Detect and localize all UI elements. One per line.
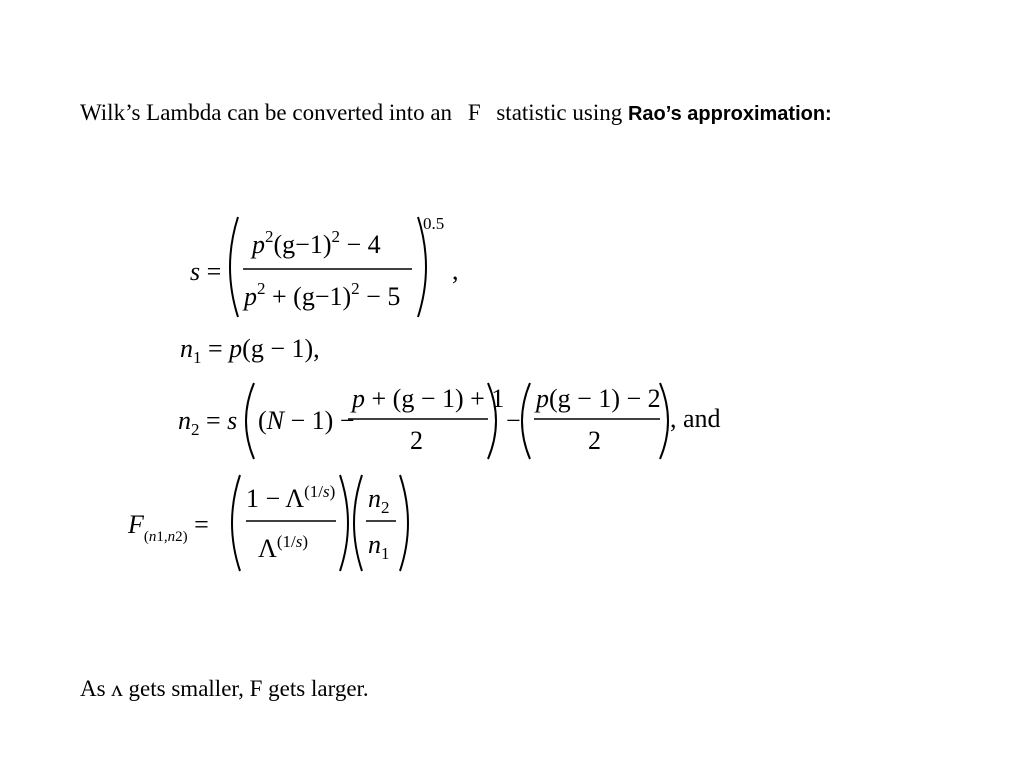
s-equation [190, 214, 459, 317]
s-exponent: 0.5 [423, 214, 445, 233]
f-equation [127, 475, 408, 571]
intro-text-before: Wilk’s Lambda can be converted into an [80, 100, 453, 125]
s-denominator: $p^2 + (g-1)^2 - 5$ [244, 279, 401, 311]
n2-frac1-num: p + (g − 1) + 1 [352, 384, 505, 413]
f-symbol: F [467, 100, 481, 125]
f-equation-lhs: $F_{(n1,n2)}$ = [128, 510, 209, 545]
conclusion-text: As ʌ gets smaller, F gets larger. [80, 676, 369, 701]
s-trailing-comma: , [452, 256, 459, 285]
s-numerator: $p^2(g-1)^2 - 4$ [252, 227, 381, 259]
f-frac2-left-paren [354, 475, 362, 571]
n2-frac1-den: 2 [410, 426, 423, 455]
f-frac1-num: $1 - \Lambda^{(1/s)}$ [246, 482, 336, 513]
s-left-paren [230, 217, 238, 317]
f-frac2-den: $n_1$ [368, 530, 390, 563]
n2-outer-left-paren [246, 383, 254, 459]
s-equation-lhs: s = [190, 257, 222, 286]
n2-minus: − [506, 406, 521, 435]
formula-block [0, 195, 1024, 595]
f-frac2-right-paren [400, 475, 408, 571]
n2-equation [178, 383, 721, 459]
f-frac1-left-paren [232, 475, 240, 571]
n1-equation [180, 334, 320, 367]
n2-frac2-left-paren [522, 383, 530, 459]
f-frac1-den: $\Lambda^{(1/s)}$ [258, 532, 309, 563]
n2-term1: (N − 1) − [258, 406, 355, 435]
n2-frac2-den: 2 [588, 426, 601, 455]
n2-equation-lhs: $n_2 = s$ [178, 406, 238, 439]
f-frac1-right-paren [340, 475, 348, 571]
n2-frac2-right-paren [660, 383, 668, 459]
n2-trailing: , and [670, 404, 721, 433]
n2-frac2-num: p(g − 1) − 2 [536, 384, 661, 413]
intro-paragraph [80, 96, 880, 131]
f-frac2-num: $n_2$ [368, 484, 390, 517]
intro-text-after: statistic using [496, 100, 623, 125]
n1-equation-content: $n_1 = p(g - 1)$, [180, 334, 320, 367]
formula-svg [0, 195, 1024, 595]
raos-approximation-label: Rao’s approximation: [627, 103, 832, 125]
